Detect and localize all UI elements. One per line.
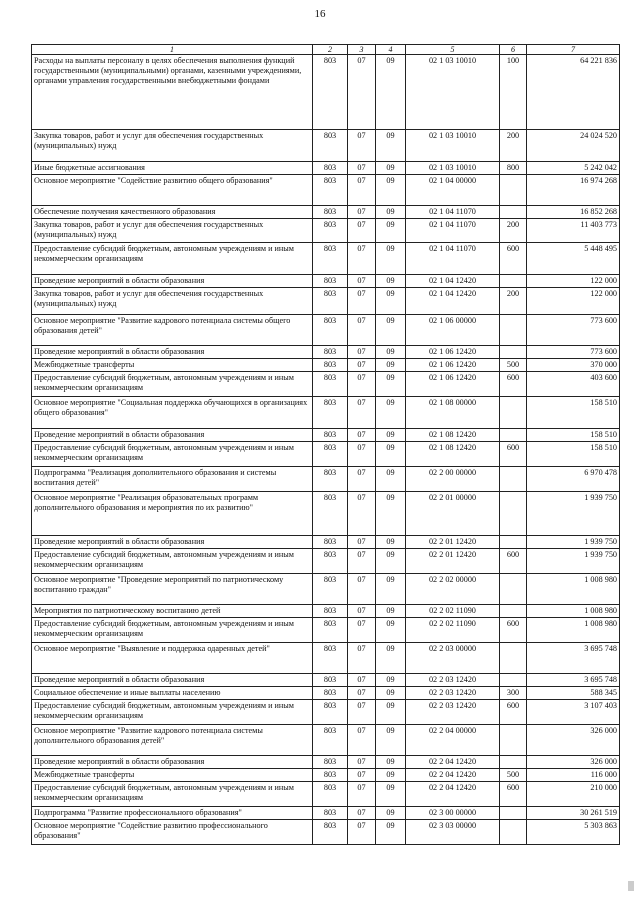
row-target-article: 02 2 04 12420 (406, 782, 500, 807)
row-subsection-code: 09 (376, 315, 406, 346)
table-row (32, 55, 620, 130)
row-amount: 3 107 403 (527, 700, 620, 725)
row-subsection-code: 09 (376, 467, 406, 492)
row-target-article: 02 2 04 00000 (406, 725, 500, 756)
row-ministry-code: 803 (313, 605, 348, 618)
row-ministry-code: 803 (313, 618, 348, 643)
table-row (32, 315, 620, 346)
row-section-code: 07 (348, 574, 376, 605)
row-description: Основное мероприятие "Проведение мероприятий по патриотическому воспитанию граждан" (32, 574, 313, 605)
row-ministry-code: 803 (313, 574, 348, 605)
row-ministry-code: 803 (313, 756, 348, 769)
row-amount: 158 510 (527, 397, 620, 429)
row-expense-type (500, 807, 527, 820)
row-description: Основное мероприятие "Содействие развитию профессионального образования" (32, 820, 313, 845)
table-row (32, 243, 620, 275)
row-amount: 5 242 042 (527, 162, 620, 175)
row-target-article: 02 2 03 12420 (406, 674, 500, 687)
row-expense-type (500, 725, 527, 756)
row-expense-type (500, 536, 527, 549)
header-col-5: 5 (406, 45, 500, 55)
row-expense-type (500, 397, 527, 429)
row-ministry-code: 803 (313, 549, 348, 574)
row-section-code: 07 (348, 55, 376, 130)
row-subsection-code: 09 (376, 55, 406, 130)
row-section-code: 07 (348, 288, 376, 315)
row-ministry-code: 803 (313, 288, 348, 315)
row-expense-type: 600 (500, 782, 527, 807)
row-subsection-code: 09 (376, 769, 406, 782)
page-number: 16 (314, 8, 326, 20)
row-subsection-code: 09 (376, 700, 406, 725)
row-ministry-code: 803 (313, 674, 348, 687)
row-section-code: 07 (348, 175, 376, 206)
row-description: Иные бюджетные ассигнования (32, 162, 313, 175)
row-amount: 326 000 (527, 725, 620, 756)
row-description: Основное мероприятие "Развитие кадрового потенциала системы общего образования детей" (32, 315, 313, 346)
header-row (32, 45, 620, 55)
table-row (32, 175, 620, 206)
row-section-code: 07 (348, 807, 376, 820)
table-row (32, 687, 620, 700)
row-expense-type: 800 (500, 162, 527, 175)
row-ministry-code: 803 (313, 643, 348, 674)
row-section-code: 07 (348, 492, 376, 536)
table-row (32, 605, 620, 618)
row-amount: 1 939 750 (527, 492, 620, 536)
row-target-article: 02 2 01 00000 (406, 492, 500, 536)
row-target-article: 02 1 04 11070 (406, 243, 500, 275)
row-expense-type: 100 (500, 55, 527, 130)
table-row (32, 574, 620, 605)
row-expense-type: 500 (500, 769, 527, 782)
row-description: Основное мероприятие "Реализация образовательных программ дополнительного образования и мероприятия по их развитию" (32, 492, 313, 536)
row-description: Предоставление субсидий бюджетным, автономным учреждениям и иным некоммерческим организациям (32, 618, 313, 643)
row-section-code: 07 (348, 725, 376, 756)
row-amount: 3 695 748 (527, 643, 620, 674)
row-ministry-code: 803 (313, 206, 348, 219)
row-ministry-code: 803 (313, 275, 348, 288)
row-amount: 158 510 (527, 442, 620, 467)
row-ministry-code: 803 (313, 492, 348, 536)
row-section-code: 07 (348, 162, 376, 175)
row-expense-type: 600 (500, 618, 527, 643)
row-description: Предоставление субсидий бюджетным, автономным учреждениям и иным некоммерческим организациям (32, 700, 313, 725)
row-section-code: 07 (348, 275, 376, 288)
row-ministry-code: 803 (313, 536, 348, 549)
row-ministry-code: 803 (313, 429, 348, 442)
row-amount: 16 852 268 (527, 206, 620, 219)
row-amount: 11 403 773 (527, 219, 620, 243)
row-amount: 122 000 (527, 288, 620, 315)
row-section-code: 07 (348, 429, 376, 442)
row-ministry-code: 803 (313, 372, 348, 397)
row-subsection-code: 09 (376, 807, 406, 820)
row-section-code: 07 (348, 372, 376, 397)
row-subsection-code: 09 (376, 175, 406, 206)
table-row (32, 219, 620, 243)
scan-mark (628, 881, 634, 891)
row-expense-type (500, 492, 527, 536)
row-subsection-code: 09 (376, 130, 406, 162)
table-row (32, 536, 620, 549)
row-section-code: 07 (348, 674, 376, 687)
row-ministry-code: 803 (313, 442, 348, 467)
header-col-7: 7 (527, 45, 620, 55)
row-description: Закупка товаров, работ и услуг для обеспечения государственных (муниципальных) нужд (32, 219, 313, 243)
table-row (32, 807, 620, 820)
row-amount: 588 345 (527, 687, 620, 700)
row-description: Расходы на выплаты персоналу в целях обеспечения выполнения функций государственными (муниципальными) органами, казенными учреждениями, органами управления государственными внебюджетными фондами (32, 55, 313, 130)
row-subsection-code: 09 (376, 206, 406, 219)
row-target-article: 02 1 04 12420 (406, 288, 500, 315)
table-row (32, 820, 620, 845)
row-expense-type (500, 674, 527, 687)
row-target-article: 02 2 02 00000 (406, 574, 500, 605)
row-subsection-code: 09 (376, 275, 406, 288)
row-subsection-code: 09 (376, 756, 406, 769)
row-section-code: 07 (348, 219, 376, 243)
row-expense-type: 600 (500, 700, 527, 725)
row-subsection-code: 09 (376, 820, 406, 845)
row-description: Проведение мероприятий в области образования (32, 536, 313, 549)
row-description: Проведение мероприятий в области образования (32, 346, 313, 359)
row-target-article: 02 1 04 12420 (406, 275, 500, 288)
row-target-article: 02 2 03 12420 (406, 700, 500, 725)
row-subsection-code: 09 (376, 674, 406, 687)
row-amount: 158 510 (527, 429, 620, 442)
row-section-code: 07 (348, 820, 376, 845)
row-amount: 1 008 980 (527, 605, 620, 618)
table-row (32, 467, 620, 492)
row-description: Мероприятия по патриотическому воспитанию детей (32, 605, 313, 618)
row-subsection-code: 09 (376, 643, 406, 674)
row-description: Основное мероприятие "Социальная поддержка обучающихся в организациях общего образования" (32, 397, 313, 429)
table-row (32, 275, 620, 288)
table-row (32, 397, 620, 429)
row-section-code: 07 (348, 442, 376, 467)
row-amount: 773 600 (527, 346, 620, 359)
row-expense-type (500, 820, 527, 845)
row-section-code: 07 (348, 206, 376, 219)
row-amount: 5 303 863 (527, 820, 620, 845)
row-subsection-code: 09 (376, 429, 406, 442)
row-amount: 3 695 748 (527, 674, 620, 687)
row-subsection-code: 09 (376, 288, 406, 315)
row-expense-type (500, 275, 527, 288)
row-amount: 16 974 268 (527, 175, 620, 206)
table-row (32, 442, 620, 467)
row-amount: 5 448 495 (527, 243, 620, 275)
row-description: Межбюджетные трансферты (32, 769, 313, 782)
table-row (32, 618, 620, 643)
row-ministry-code: 803 (313, 130, 348, 162)
row-description: Основное мероприятие "Выявление и поддержка одаренных детей" (32, 643, 313, 674)
row-ministry-code: 803 (313, 359, 348, 372)
row-description: Обеспечение получения качественного образования (32, 206, 313, 219)
table-row (32, 429, 620, 442)
row-section-code: 07 (348, 643, 376, 674)
row-description: Основное мероприятие "Развитие кадрового потенциала системы дополнительного образования детей" (32, 725, 313, 756)
row-expense-type (500, 175, 527, 206)
header-col-2: 2 (313, 45, 348, 55)
row-subsection-code: 09 (376, 162, 406, 175)
row-section-code: 07 (348, 605, 376, 618)
row-ministry-code: 803 (313, 219, 348, 243)
row-ministry-code: 803 (313, 397, 348, 429)
row-expense-type: 300 (500, 687, 527, 700)
row-subsection-code: 09 (376, 605, 406, 618)
row-amount: 64 221 836 (527, 55, 620, 130)
row-expense-type: 200 (500, 288, 527, 315)
row-section-code: 07 (348, 397, 376, 429)
row-target-article: 02 1 03 10010 (406, 162, 500, 175)
row-amount: 1 008 980 (527, 618, 620, 643)
row-target-article: 02 3 03 00000 (406, 820, 500, 845)
row-amount: 403 600 (527, 372, 620, 397)
row-expense-type: 600 (500, 243, 527, 275)
row-description: Проведение мероприятий в области образования (32, 429, 313, 442)
row-expense-type: 600 (500, 372, 527, 397)
row-amount: 370 000 (527, 359, 620, 372)
row-section-code: 07 (348, 315, 376, 346)
row-expense-type (500, 315, 527, 346)
row-target-article: 02 1 04 11070 (406, 219, 500, 243)
row-expense-type (500, 429, 527, 442)
row-subsection-code: 09 (376, 687, 406, 700)
table-row (32, 725, 620, 756)
table-row (32, 346, 620, 359)
row-description: Межбюджетные трансферты (32, 359, 313, 372)
row-description: Проведение мероприятий в области образования (32, 674, 313, 687)
row-target-article: 02 1 04 11070 (406, 206, 500, 219)
row-subsection-code: 09 (376, 725, 406, 756)
row-target-article: 02 2 04 12420 (406, 756, 500, 769)
row-section-code: 07 (348, 618, 376, 643)
row-section-code: 07 (348, 782, 376, 807)
row-section-code: 07 (348, 687, 376, 700)
row-ministry-code: 803 (313, 700, 348, 725)
table-row (32, 549, 620, 574)
row-section-code: 07 (348, 769, 376, 782)
row-target-article: 02 2 03 00000 (406, 643, 500, 674)
header-col-1: 1 (32, 45, 313, 55)
row-section-code: 07 (348, 756, 376, 769)
row-expense-type (500, 605, 527, 618)
header-col-6: 6 (500, 45, 527, 55)
row-section-code: 07 (348, 536, 376, 549)
row-expense-type (500, 346, 527, 359)
row-target-article: 02 3 00 00000 (406, 807, 500, 820)
row-expense-type (500, 467, 527, 492)
row-description: Проведение мероприятий в области образования (32, 275, 313, 288)
row-description: Предоставление субсидий бюджетным, автономным учреждениям и иным некоммерческим организациям (32, 372, 313, 397)
row-ministry-code: 803 (313, 175, 348, 206)
row-description: Предоставление субсидий бюджетным, автономным учреждениям и иным некоммерческим организациям (32, 442, 313, 467)
row-subsection-code: 09 (376, 397, 406, 429)
row-expense-type: 500 (500, 359, 527, 372)
row-amount: 116 000 (527, 769, 620, 782)
row-section-code: 07 (348, 130, 376, 162)
row-amount: 1 939 750 (527, 549, 620, 574)
table-body (32, 55, 620, 845)
row-ministry-code: 803 (313, 346, 348, 359)
row-description: Закупка товаров, работ и услуг для обеспечения государственных (муниципальных) нужд (32, 288, 313, 315)
row-description: Предоставление субсидий бюджетным, автономным учреждениям и иным некоммерческим организациям (32, 782, 313, 807)
row-expense-type: 600 (500, 549, 527, 574)
row-amount: 6 970 478 (527, 467, 620, 492)
row-section-code: 07 (348, 549, 376, 574)
row-ministry-code: 803 (313, 725, 348, 756)
row-subsection-code: 09 (376, 346, 406, 359)
row-ministry-code: 803 (313, 820, 348, 845)
row-subsection-code: 09 (376, 219, 406, 243)
row-target-article: 02 1 06 12420 (406, 346, 500, 359)
row-amount: 326 000 (527, 756, 620, 769)
row-target-article: 02 1 08 12420 (406, 442, 500, 467)
row-section-code: 07 (348, 700, 376, 725)
row-description: Подпрограмма "Реализация дополнительного образования и системы воспитания детей" (32, 467, 313, 492)
row-target-article: 02 2 00 00000 (406, 467, 500, 492)
row-ministry-code: 803 (313, 807, 348, 820)
table-row (32, 162, 620, 175)
row-expense-type (500, 574, 527, 605)
row-expense-type: 600 (500, 442, 527, 467)
row-amount: 30 261 519 (527, 807, 620, 820)
row-description: Предоставление субсидий бюджетным, автономным учреждениям и иным некоммерческим организациям (32, 243, 313, 275)
row-expense-type (500, 756, 527, 769)
row-expense-type: 200 (500, 130, 527, 162)
row-ministry-code: 803 (313, 243, 348, 275)
row-ministry-code: 803 (313, 687, 348, 700)
row-description: Основное мероприятие "Содействие развитию общего образования" (32, 175, 313, 206)
row-amount: 210 000 (527, 782, 620, 807)
row-target-article: 02 2 01 12420 (406, 549, 500, 574)
header-col-3: 3 (348, 45, 376, 55)
row-ministry-code: 803 (313, 162, 348, 175)
table-row (32, 288, 620, 315)
row-subsection-code: 09 (376, 618, 406, 643)
row-target-article: 02 1 03 10010 (406, 55, 500, 130)
row-target-article: 02 1 04 00000 (406, 175, 500, 206)
table-row (32, 643, 620, 674)
row-subsection-code: 09 (376, 782, 406, 807)
row-target-article: 02 1 08 00000 (406, 397, 500, 429)
row-ministry-code: 803 (313, 55, 348, 130)
row-amount: 773 600 (527, 315, 620, 346)
row-ministry-code: 803 (313, 769, 348, 782)
row-subsection-code: 09 (376, 549, 406, 574)
table-row (32, 769, 620, 782)
row-description: Социальное обеспечение и иные выплаты населению (32, 687, 313, 700)
row-subsection-code: 09 (376, 372, 406, 397)
row-expense-type (500, 643, 527, 674)
row-section-code: 07 (348, 467, 376, 492)
row-target-article: 02 1 06 00000 (406, 315, 500, 346)
row-amount: 1 008 980 (527, 574, 620, 605)
row-subsection-code: 09 (376, 536, 406, 549)
row-description: Подпрограмма "Развитие профессионального образования" (32, 807, 313, 820)
header-col-4: 4 (376, 45, 406, 55)
table-row (32, 782, 620, 807)
table-row (32, 492, 620, 536)
row-expense-type (500, 206, 527, 219)
row-ministry-code: 803 (313, 315, 348, 346)
row-target-article: 02 2 04 12420 (406, 769, 500, 782)
table-row (32, 674, 620, 687)
row-section-code: 07 (348, 243, 376, 275)
row-target-article: 02 1 03 10010 (406, 130, 500, 162)
row-subsection-code: 09 (376, 492, 406, 536)
row-subsection-code: 09 (376, 243, 406, 275)
row-amount: 122 000 (527, 275, 620, 288)
row-target-article: 02 2 03 12420 (406, 687, 500, 700)
row-target-article: 02 1 08 12420 (406, 429, 500, 442)
row-ministry-code: 803 (313, 782, 348, 807)
table-row (32, 700, 620, 725)
row-target-article: 02 1 06 12420 (406, 359, 500, 372)
row-subsection-code: 09 (376, 442, 406, 467)
table-row (32, 756, 620, 769)
row-expense-type: 200 (500, 219, 527, 243)
row-target-article: 02 2 02 11090 (406, 618, 500, 643)
row-section-code: 07 (348, 346, 376, 359)
row-target-article: 02 2 01 12420 (406, 536, 500, 549)
row-target-article: 02 1 06 12420 (406, 372, 500, 397)
table-row (32, 206, 620, 219)
row-description: Закупка товаров, работ и услуг для обеспечения государственных (муниципальных) нужд (32, 130, 313, 162)
table-row (32, 130, 620, 162)
row-amount: 1 939 750 (527, 536, 620, 549)
row-subsection-code: 09 (376, 359, 406, 372)
row-subsection-code: 09 (376, 574, 406, 605)
row-description: Предоставление субсидий бюджетным, автономным учреждениям и иным некоммерческим организациям (32, 549, 313, 574)
budget-table (31, 44, 620, 845)
row-section-code: 07 (348, 359, 376, 372)
table-row (32, 372, 620, 397)
row-amount: 24 024 520 (527, 130, 620, 162)
row-ministry-code: 803 (313, 467, 348, 492)
table-row (32, 359, 620, 372)
row-target-article: 02 2 02 11090 (406, 605, 500, 618)
row-description: Проведение мероприятий в области образования (32, 756, 313, 769)
